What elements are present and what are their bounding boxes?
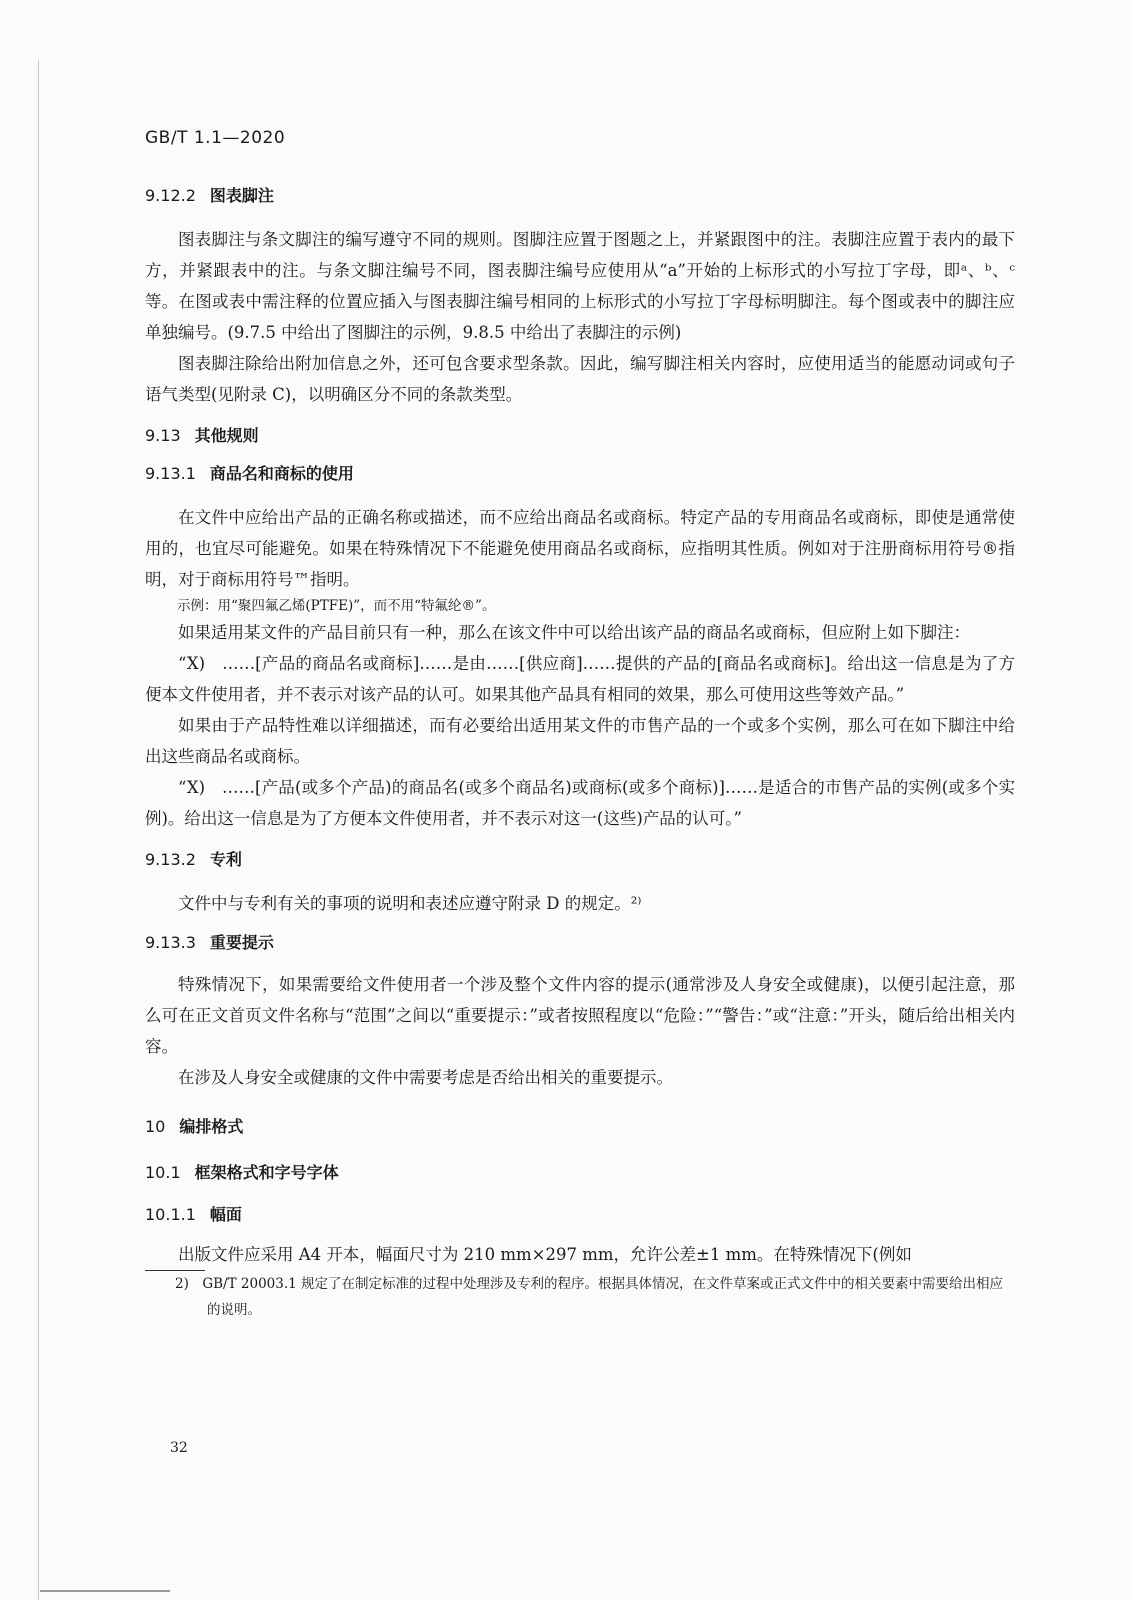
section-number: 9.13.1 (145, 464, 196, 483)
section-title: 幅面 (209, 1205, 242, 1224)
paragraph: 图表脚注除给出附加信息之外，还可包含要求型条款。因此，编写脚注相关内容时，应使用适当的能愿动词或句子语气类型(见附录 C)，以明确区分不同的条款类型。 (145, 354, 1015, 404)
section-title: 专利 (209, 850, 242, 869)
section-title: 其他规则 (194, 426, 259, 445)
page-number: 32 (170, 1440, 188, 1456)
paragraph: “X) ……[产品的商品名或商标]……是由……[供应商]……提供的产品的[商品名或商标]。给出这一信息是为了方便本文件使用者，并不表示对该产品的认可。如果其他产品具有相同的效果，那么可使用这些等效产品。” (145, 654, 1015, 704)
paragraph: 文件中与专利有关的事项的说明和表述应遵守附录 D 的规定。²⁾ (178, 894, 642, 913)
section-heading (145, 1115, 1015, 1139)
paragraph: 特殊情况下，如果需要给文件使用者一个涉及整个文件内容的提示(通常涉及人身安全或健康)，以便引起注意，那么可在正文首页文件名称与“范围”之间以“重要提示：”或者按照程度以“危险：”“警告：”或“注意：”开头，随后给出相关内容。 (145, 975, 1015, 1056)
section-title: 框架格式和字号字体 (194, 1163, 339, 1182)
document-body (145, 184, 1015, 1323)
section-heading (145, 1161, 1015, 1185)
paragraph: 如果由于产品特性难以详细描述，而有必要给出适用某文件的市售产品的一个或多个实例，那么可在如下脚注中给出这些商品名或商标。 (145, 716, 1015, 766)
section-number: 10 (145, 1117, 166, 1136)
paragraph: “X) ……[产品(或多个产品)的商品名(或多个商品名)或商标(或多个商标)]……是适合的市售产品的实例(或多个实例)。给出这一信息是为了方便本文件使用者，并不表示对这一(这些)产品的认可。” (145, 778, 1015, 828)
section-number: 9.13.3 (145, 933, 196, 952)
section-number: 9.13 (145, 426, 181, 445)
section-number: 9.12.2 (145, 186, 196, 205)
section-title: 重要提示 (209, 933, 274, 952)
section-heading (145, 462, 1015, 486)
example-note: 示例：用“聚四氟乙烯(PTFE)”，而不用“特氟纶®”。 (177, 598, 496, 614)
section-title: 编排格式 (179, 1117, 244, 1136)
section-heading (145, 184, 1015, 208)
scan-bottom-mark (40, 1590, 170, 1592)
section-number: 9.13.2 (145, 850, 196, 869)
section-heading (145, 931, 1015, 955)
paragraph: 出版文件应采用 A4 开本，幅面尺寸为 210 mm×297 mm，允许公差±1 mm。在特殊情况下(例如 (178, 1245, 912, 1264)
footnote: 2) GB/T 20003.1 规定了在制定标准的过程中处理涉及专利的程序。根据具体情况，在文件草案或正式文件中的相关要素中需要给出相应的说明。 (175, 1276, 1004, 1318)
section-heading (145, 848, 1015, 872)
section-number: 10.1.1 (145, 1205, 196, 1224)
section-heading (145, 424, 1015, 448)
paragraph: 图表脚注与条文脚注的编写遵守不同的规则。图脚注应置于图题之上，并紧跟图中的注。表脚注应置于表内的最下方，并紧跟表中的注。与条文脚注编号不同，图表脚注编号应使用从“a”开始的上标形式的小写拉丁字母，即ᵃ、ᵇ、ᶜ等。在图或表中需注释的位置应插入与图表脚注编号相同的上标形式的小写拉丁字母标明脚注。每个图或表中的脚注应单独编号。(9.7.5 中给出了图脚注的示例，9.8.5 中给出了表脚注的示例) (145, 230, 1015, 342)
paragraph: 在文件中应给出产品的正确名称或描述，而不应给出商品名或商标。特定产品的专用商品名或商标，即使是通常使用的，也宜尽可能避免。如果在特殊情况下不能避免使用商品名或商标，应指明其性质。例如对于注册商标用符号®指明，对于商标用符号™指明。 (145, 508, 1015, 589)
section-number: 10.1 (145, 1163, 181, 1182)
section-title: 图表脚注 (209, 186, 274, 205)
paragraph: 在涉及人身安全或健康的文件中需要考虑是否给出相关的重要提示。 (178, 1068, 673, 1087)
paragraph: 如果适用某文件的产品目前只有一种，那么在该文件中可以给出该产品的商品名或商标，但应附上如下脚注： (178, 623, 970, 642)
scan-edge-line (38, 60, 39, 1600)
document-header: GB/T 1.1—2020 (145, 128, 286, 148)
section-heading (145, 1203, 1015, 1227)
section-title: 商品名和商标的使用 (209, 464, 354, 483)
